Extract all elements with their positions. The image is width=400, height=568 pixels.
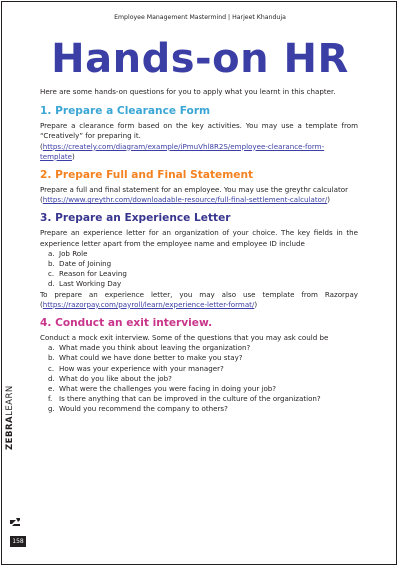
list-item-text: Reason for Leaving bbox=[59, 269, 127, 279]
list-item bbox=[40, 364, 358, 374]
section-heading: 3. Prepare an Experience Letter bbox=[40, 212, 231, 225]
section-heading: 4. Conduct an exit interview. bbox=[40, 317, 213, 330]
list-item bbox=[40, 249, 358, 259]
list-item-text: Last Working Day bbox=[59, 279, 122, 289]
list-item-text: Is there anything that can be improved in the culture of the organization? bbox=[59, 394, 321, 404]
section-body: Conduct a mock exit interview. Some of the questions that you may ask could be bbox=[40, 333, 329, 343]
brand-bold: ZEBRA bbox=[5, 415, 15, 450]
chapter-content bbox=[40, 87, 358, 422]
zebralearn-logo-mark-icon bbox=[10, 518, 20, 528]
section-after-text bbox=[40, 290, 358, 310]
brand-light: LEARN bbox=[5, 385, 15, 416]
greythr-calculator-link[interactable]: https://www.greythr.com/downloadable-resource/full-final-settlement-calculator/ bbox=[42, 195, 328, 205]
list-item bbox=[40, 404, 358, 414]
list-marker: d. bbox=[48, 373, 55, 383]
razorpay-template-link[interactable]: https://razorpay.com/payroll/learn/experience-letter-format/ bbox=[42, 299, 255, 309]
paren-open: ( bbox=[40, 141, 43, 151]
running-head: Employee Management Mastermind | Harjeet Khanduja bbox=[114, 14, 286, 21]
section-full-final-statement bbox=[40, 169, 358, 205]
list-item-text: What made you think about leaving the organization? bbox=[59, 343, 251, 353]
list-marker: d. bbox=[48, 279, 55, 289]
list-item bbox=[40, 279, 358, 289]
list-marker: a. bbox=[48, 343, 55, 353]
list-marker: c. bbox=[48, 363, 55, 373]
brand-wordmark bbox=[5, 370, 19, 450]
list-marker: a. bbox=[48, 248, 55, 258]
section-body: Prepare an experience letter for an organization of your choice. The key fields in the experience letter apart from the employee name and employee ID include bbox=[40, 228, 358, 248]
paren-close: ) bbox=[254, 299, 258, 309]
section-body-text: Prepare a clearance form based on the key activities. You may use a template from “Creatively” for preparing it. bbox=[40, 121, 358, 141]
section-heading: 1. Prepare a Clearance Form bbox=[40, 105, 211, 118]
section-heading: 2. Prepare Full and Final Statement bbox=[40, 169, 254, 182]
list-marker: b. bbox=[48, 259, 55, 269]
list-marker: e. bbox=[48, 384, 55, 394]
paren-open: ( bbox=[40, 195, 43, 205]
list-item bbox=[40, 374, 358, 384]
list-item-text: How was your experience with your manager? bbox=[59, 363, 224, 373]
list-marker: b. bbox=[48, 353, 55, 363]
list-item bbox=[40, 384, 358, 394]
paren-close: ) bbox=[327, 195, 331, 205]
intro-text: Here are some hands-on questions for you to apply what you learnt in this chapter. bbox=[40, 87, 336, 96]
page-number: 158 bbox=[10, 536, 26, 547]
section-body bbox=[40, 185, 358, 205]
list-item bbox=[40, 394, 358, 404]
list-item-text: Would you recommend the company to others? bbox=[59, 404, 228, 414]
list-item-text: What were the challenges you were facing in doing your job? bbox=[59, 384, 277, 394]
section-exit-interview bbox=[40, 317, 358, 415]
list-item-text: What could we have done better to make you stay? bbox=[59, 353, 243, 363]
after-text: To prepare an experience letter, you may also use template from Razorpay ( bbox=[40, 289, 358, 309]
list-item-text: Job Role bbox=[59, 248, 88, 258]
list-item bbox=[40, 353, 358, 363]
exit-interview-questions bbox=[40, 343, 358, 414]
list-marker: f. bbox=[48, 394, 53, 404]
list-item bbox=[40, 343, 358, 353]
list-marker: g. bbox=[48, 404, 55, 414]
paren-close: ) bbox=[72, 151, 75, 161]
section-clearance-form bbox=[40, 105, 358, 162]
experience-letter-fields bbox=[40, 249, 358, 290]
list-item-text: Date of Joining bbox=[59, 259, 112, 269]
section-body bbox=[40, 121, 358, 162]
section-body-text: Prepare a full and final statement for an employee. You may use the greythr calculator bbox=[40, 185, 348, 195]
chapter-title: Hands-on HR bbox=[51, 36, 349, 82]
list-marker: c. bbox=[48, 269, 55, 279]
section-experience-letter bbox=[40, 212, 358, 310]
list-item bbox=[40, 269, 358, 279]
list-item bbox=[40, 259, 358, 269]
creately-template-link[interactable]: https://creately.com/diagram/example/iPmuVhl8R2S/employee-clearance-form-template bbox=[40, 141, 325, 161]
list-item-text: What do you like about the job? bbox=[59, 373, 172, 383]
